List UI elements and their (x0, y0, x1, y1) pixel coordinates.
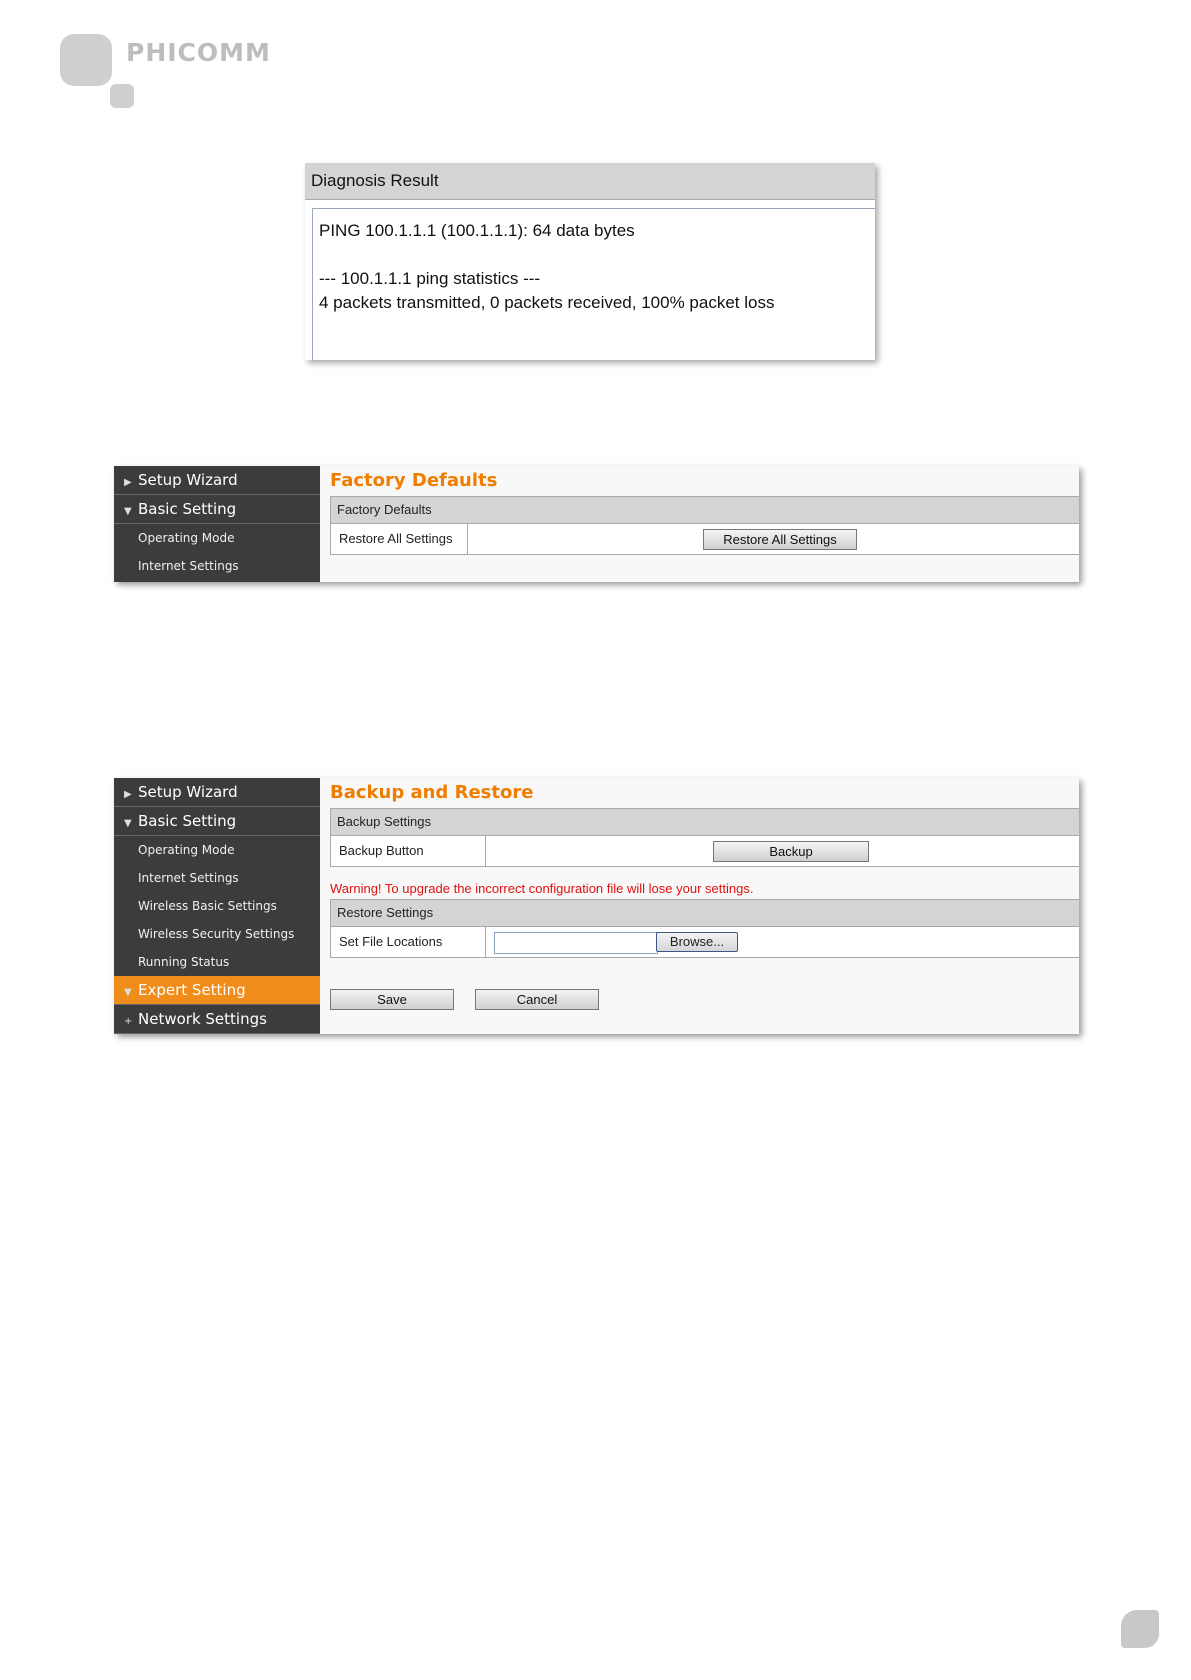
sidebar-item-wireless-basic[interactable]: Wireless Basic Settings (138, 899, 277, 913)
phicomm-logo (60, 34, 300, 114)
backup-button[interactable]: Backup (713, 841, 869, 862)
backup-restore-screen (114, 778, 1079, 1034)
browse-button[interactable]: Browse... (656, 932, 738, 952)
chevron-down-icon: ▼ (124, 818, 132, 829)
logo-text: PHICOMM (126, 38, 271, 67)
cancel-button[interactable]: Cancel (475, 989, 599, 1010)
sidebar-item-expert-setting[interactable] (114, 976, 320, 1005)
backup-label: Backup Button (331, 836, 486, 866)
sidebar-item-wireless-security[interactable]: Wireless Security Settings (138, 927, 295, 941)
sidebar-item-label: Basic Setting (138, 500, 237, 518)
page-title: Factory Defaults (330, 470, 498, 491)
chevron-down-icon: ▼ (124, 506, 132, 517)
diagnosis-output (312, 208, 875, 360)
file-label: Set File Locations (331, 927, 486, 957)
chevron-right-icon: ▶ (124, 789, 132, 800)
diagnosis-result-panel (305, 163, 875, 360)
diagnosis-line: 4 packets transmitted, 0 packets received, 100% packet loss (319, 293, 775, 312)
sidebar-item-operating-mode[interactable]: Operating Mode (138, 531, 235, 545)
sidebar-item-basic-setting[interactable] (114, 495, 320, 524)
sidebar (114, 466, 320, 582)
backup-row (330, 836, 1079, 867)
sidebar-item-label: Setup Wizard (138, 783, 238, 801)
action-bar (330, 958, 1079, 1012)
plus-icon: + (124, 1016, 133, 1027)
file-row (330, 927, 1079, 958)
sidebar-item-setup-wizard[interactable] (114, 466, 320, 495)
sidebar (114, 778, 320, 1034)
file-path-input[interactable] (494, 932, 658, 954)
main-content (330, 466, 1079, 582)
sidebar-item-label: Setup Wizard (138, 471, 238, 489)
diagnosis-title: Diagnosis Result (305, 163, 875, 200)
diagnosis-line (319, 243, 869, 267)
sidebar-item-label: Network Settings (138, 1010, 267, 1028)
main-content (330, 778, 1079, 1034)
sidebar-item-basic-setting[interactable] (114, 807, 320, 836)
diagnosis-line: PING 100.1.1.1 (100.1.1.1): 64 data bytes (319, 221, 635, 240)
warning-message: Warning! To upgrade the incorrect configuration file will lose your settings. (330, 881, 754, 896)
page-title: Backup and Restore (330, 782, 534, 803)
save-button[interactable]: Save (330, 989, 454, 1010)
sidebar-item-internet-settings[interactable]: Internet Settings (138, 871, 239, 885)
sidebar-item-operating-mode[interactable]: Operating Mode (138, 843, 235, 857)
file-field-container (486, 927, 1079, 957)
sidebar-item-label: Expert Setting (138, 981, 246, 999)
restore-section-header: Restore Settings (330, 899, 1079, 927)
section-header: Factory Defaults (330, 496, 1079, 524)
sidebar-item-network-settings[interactable] (114, 1005, 320, 1034)
diagnosis-line: --- 100.1.1.1 ping statistics --- (319, 269, 541, 288)
restore-label: Restore All Settings (331, 524, 468, 554)
sidebar-item-setup-wizard[interactable] (114, 778, 320, 807)
sidebar-item-internet-settings[interactable]: Internet Settings (138, 559, 239, 573)
page-number-badge (1121, 1610, 1159, 1648)
sidebar-item-running-status[interactable]: Running Status (138, 955, 230, 969)
logo-square-large (60, 34, 112, 86)
restore-row (330, 524, 1079, 555)
logo-square-small (110, 84, 134, 108)
factory-defaults-screen (114, 466, 1079, 582)
backup-section-header: Backup Settings (330, 808, 1079, 836)
sidebar-item-label: Basic Setting (138, 812, 237, 830)
chevron-down-icon: ▼ (124, 987, 132, 998)
restore-all-settings-button[interactable]: Restore All Settings (703, 529, 857, 550)
chevron-right-icon: ▶ (124, 477, 132, 488)
